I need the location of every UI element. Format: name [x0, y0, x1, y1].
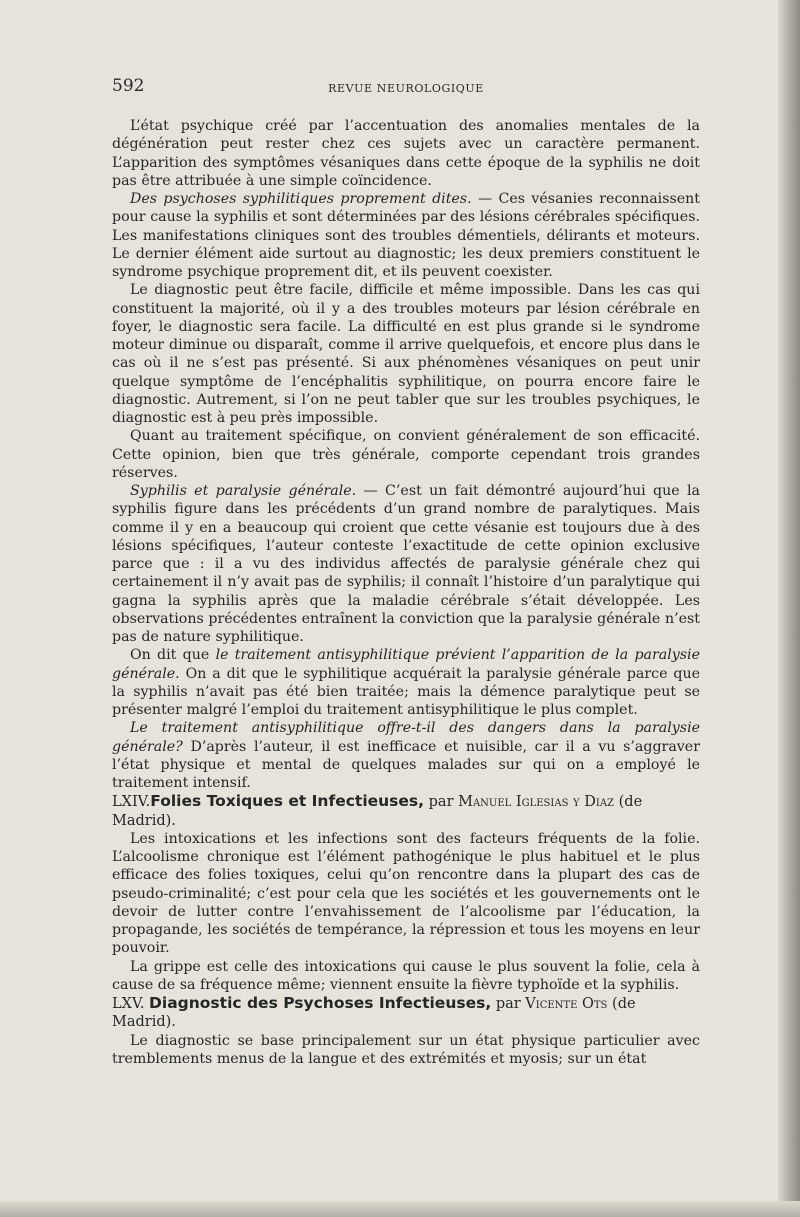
paragraph: [112, 830, 700, 958]
page-header: [112, 76, 700, 100]
paragraph-text: La grippe est celle des intoxications qui cause le plus souvent la folie, cela à cause de sa fréquence même; viennent ensuite la fièvre typhoïde et la syphilis.: [112, 958, 700, 993]
body-text: [112, 117, 700, 1068]
paragraph-text: On a dit que le syphilitique acquérait la paralysie générale parce que la syphilis n’avait pas été bien traitée; mais la démence paralytique peut se présenter malgré l’emploi du traitement antisyphilitique le plus complet.: [112, 665, 700, 718]
paragraph-text: D’après l’auteur, il est inefficace et nuisible, car il a vu s’aggraver l’état physique et mental de quelques malades sur qui on a employé le traitement intensif.: [112, 738, 700, 791]
paragraph-text: — Ces vésanies reconnaissent pour cause la syphilis et sont déterminées par des lésions cérébrales spécifiques. Les manifestations cliniques sont des troubles démentiels, délirants et moteurs. Le dernier élément aide surtout au diagnostic; les deux premiers constituent le syndrome psychique proprement dit, et ils peuvent coexister.: [112, 191, 700, 280]
paragraph: [112, 958, 700, 995]
paragraph: [112, 427, 700, 482]
paragraph: [112, 281, 700, 427]
section-number: LXV.: [112, 996, 145, 1012]
section-number: LXIV.: [112, 794, 151, 811]
paragraph: [112, 117, 700, 190]
section-title: Diagnostic des Psychoses Infectieuses,: [149, 994, 492, 1012]
paragraph-text: Les intoxications et les infections sont des facteurs fréquents de la folie. L’alcoolisme chronique est l’élément pathogénique le plus habituel et le plus efficace des folies toxiques, celui qu’on rencontre dans la plupart des cas de pseudo-criminalité; c’est pour cela que les sociétés et les gouvernements ont le devoir de lutter contre l’envahissement de l’alcoolisme par l’éducation, la propagande, les sociétés de tempérance, la répression et tous les moyens en leur pouvoir.: [112, 830, 700, 957]
section-title: Folies Toxiques et Infectieuses,: [150, 792, 425, 811]
section-author: Vicente Ots: [525, 996, 608, 1012]
italic-lead: le traitement antisyphilitique prévient l’apparition de la paralysie générale.: [112, 647, 700, 682]
running-title: REVUE NEUROLOGIQUE: [328, 82, 484, 95]
paragraph: [112, 190, 700, 281]
section-by: par: [424, 794, 459, 811]
paragraph-text: Quant au traitement spécifique, on convient généralement de son efficacité. Cette opinion, bien que très générale, comporte cependant trois grandes réserves.: [112, 428, 700, 481]
section-heading-lxv: [112, 994, 700, 1032]
page-number: 592: [112, 76, 145, 96]
italic-lead: Le traitement antisyphilitique offre-t-il des dangers dans la paralysie générale?: [112, 720, 700, 755]
page-edge-shadow: [778, 0, 800, 1217]
page-bottom-edge: [0, 1201, 800, 1217]
section-location: (de Madrid).: [112, 794, 643, 829]
italic-lead: Syphilis et paralysie générale.: [130, 483, 357, 499]
italic-lead: Des psychoses syphilitiques proprement dites.: [130, 191, 472, 207]
section-heading-lxiv: [112, 792, 700, 830]
paragraph: [112, 1032, 700, 1069]
paragraph-text: Le diagnostic peut être facile, difficile et même impossible. Dans les cas qui constituent la majorité, où il y a des troubles moteurs par lésion cérébrale en foyer, le diagnostic sera facile. La difficulté en est plus grande si le syndrome moteur diminue ou disparaît, comme il arrive quelquefois, et encore plus dans le cas où il ne s’est pas présenté. Si aux phénomènes vésaniques on peut unir quelque symptôme de l’encéphalitis syphilitique, on pourra encore faire le diagnostic. Autrement, si l’on ne peut tabler que sur les troubles psychiques, le diagnostic est à peu près impossible.: [112, 282, 700, 426]
section-by: par: [491, 996, 526, 1012]
paragraph-text: Le diagnostic se base principalement sur un état physique particulier avec tremblements menus de la langue et des extrémités et myosis; sur un état: [112, 1032, 700, 1067]
paragraph: [112, 482, 700, 646]
paragraph-text: — C’est un fait démontré aujourd’hui que la syphilis figure dans les précédents d’un grand nombre de paralytiques. Mais comme il y en a beaucoup qui croient que cette vésanie est toujours due à des lésions spécifiques, l’auteur conteste l’exactitude de cette opinion exclusive parce que : il a vu des individus affectés de paralysie générale chez qui certainement il n’y avait pas de syphilis; il connaît l’histoire d’un paralytique qui gagna la syphilis après que la maladie cérébrale s’était développée. Les observations précédentes entraînent la conviction que la paralysie générale n’est pas de nature syphilitique.: [112, 483, 700, 645]
section-author: Manuel Iglesias y Diaz: [458, 794, 615, 811]
paragraph-prefix: On dit que: [130, 647, 216, 664]
paragraph-text: L’état psychique créé par l’accentuation des anomalies mentales de la dégénération peut rester chez ces sujets avec un caractère permanent. L’apparition des symptômes vésaniques dans cette époque de la syphilis ne doit pas être attribuée à une simple coïncidence.: [112, 118, 700, 189]
paragraph: [112, 719, 700, 792]
section-location: (de Madrid).: [112, 996, 636, 1031]
paragraph: [112, 646, 700, 719]
